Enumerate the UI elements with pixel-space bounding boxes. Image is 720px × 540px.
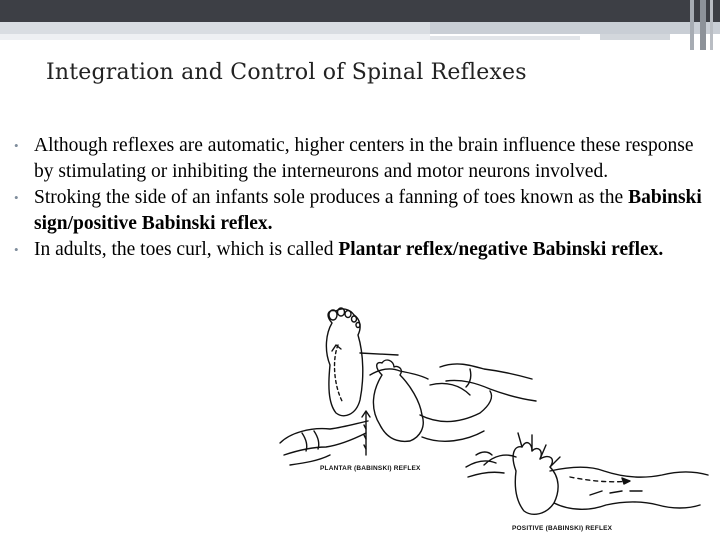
bullet-list: [14, 133, 708, 263]
positive-babinski-foot-drawing: [466, 433, 708, 514]
bullet-text: Although reflexes are automatic, higher centers in the brain influence these response by stimulating or inhibiting the interneurons and motor neurons involved.: [34, 135, 694, 182]
slide-title: Integration and Control of Spinal Reflexes: [46, 60, 527, 85]
bullet-marker: •: [14, 190, 19, 205]
bullet-text: Stroking the side of an infants sole produces a fanning of toes known as the: [34, 187, 629, 208]
bullet-bold-text: Babinski sign/positive Babinski reflex.: [34, 187, 702, 234]
hand-lower-left: [280, 421, 368, 465]
bullet-text: In adults, the toes curl, which is called: [34, 239, 339, 260]
foot-sole-drawing: [326, 308, 398, 416]
babinski-reflex-illustration: [270, 305, 720, 540]
bullet-bold-text: Plantar reflex/negative Babinski reflex.: [338, 239, 664, 260]
bullet-item: [14, 185, 708, 237]
bullet-item: [14, 237, 708, 263]
bullet-marker: •: [14, 138, 19, 153]
plantar-foot-drawing: [362, 360, 492, 455]
positive-reflex-caption: POSITIVE (BABINSKI) REFLEX: [512, 525, 613, 532]
header-decoration-band: [0, 0, 720, 50]
bullet-marker: •: [14, 242, 19, 257]
arm-upper-right: [440, 364, 536, 401]
bullet-item: [14, 133, 708, 185]
plantar-reflex-caption: PLANTAR (BABINSKI) REFLEX: [320, 465, 421, 472]
